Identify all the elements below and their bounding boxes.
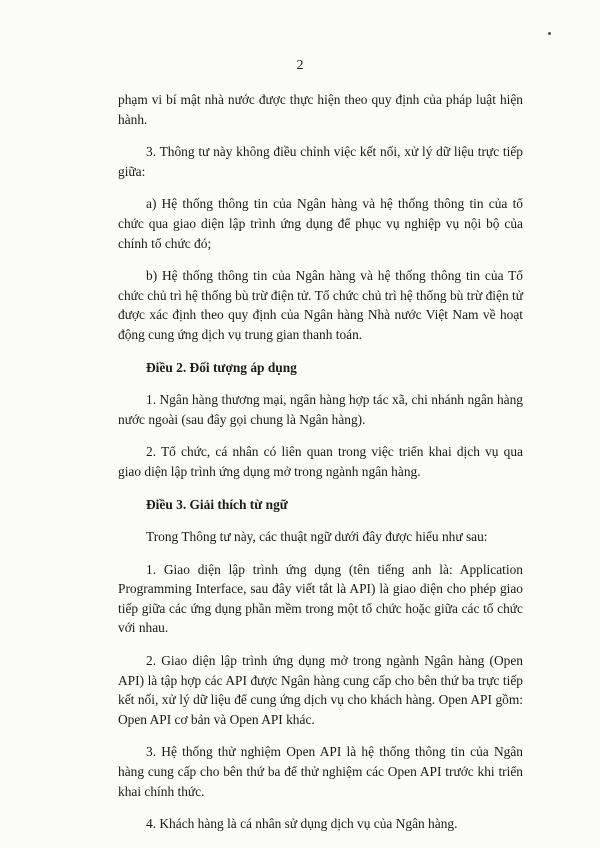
paragraph-clause-3: 3. Thông tư này không điều chỉnh việc kết nối, xử lý dữ liệu trực tiếp giữa: — [118, 144, 523, 179]
scan-speck — [548, 32, 551, 35]
paragraph-article-3-intro: Trong Thông tư này, các thuật ngữ dưới đây được hiểu như sau: — [146, 529, 488, 545]
article-3-heading: Điều 3. Giải thích từ ngữ — [146, 496, 288, 512]
paragraph-article-2-item-1: 1. Ngân hàng thương mại, ngân hàng hợp tác xã, chi nhánh ngân hàng nước ngoài (sau đây gọi chung là Ngân hàng). — [118, 392, 523, 427]
article-2-heading: Điều 2. Đối tượng áp dụng — [146, 359, 297, 375]
document-body — [118, 90, 523, 847]
paragraph-article-2-item-2: 2. Tổ chức, cá nhân có liên quan trong việc triển khai dịch vụ qua giao diện lập trình ứng dụng mở trong ngành ngân hàng. — [118, 444, 523, 479]
page-number: 2 — [296, 58, 304, 73]
paragraph-article-3-item-1: 1. Giao diện lập trình ứng dụng (tên tiếng anh là: Application Programming Interface, sau đây viết tắt là API) là giao diện cho phép giao tiếp giữa các ứng dụng phần mềm trong một tổ chức hoặc giữa các tổ chức với nhau. — [118, 561, 523, 636]
paragraph-article-3-item-3: 3. Hệ thống thử nghiệm Open API là hệ thống thông tin của Ngân hàng cung cấp cho bên thứ ba để thử nghiệm các Open API trước khi triển khai chính thức. — [118, 744, 523, 799]
paragraph-article-3-item-2: 2. Giao diện lập trình ứng dụng mở trong ngành Ngân hàng (Open API) là tập hợp các API được Ngân hàng cung cấp cho bên thứ ba trực tiếp kết nối, xử lý dữ liệu để cung ứng dịch vụ cho khách hàng. Open API gồm: Open API cơ bản và Open API khác. — [118, 653, 523, 727]
paragraph-clause-3a: a) Hệ thống thông tin của Ngân hàng và hệ thống thông tin của tổ chức qua giao diện lập trình ứng dụng để phục vụ nghiệp vụ nội bộ của chính tổ chức đó; — [118, 196, 523, 251]
paragraph-continuation: phạm vi bí mật nhà nước được thực hiện theo quy định của pháp luật hiện hành. — [118, 92, 523, 127]
paragraph-article-3-item-4: 4. Khách hàng là cá nhân sử dụng dịch vụ của Ngân hàng. — [146, 816, 458, 832]
paragraph-clause-3b: b) Hệ thống thông tin của Ngân hàng và hệ thống thông tin của Tổ chức chủ trì hệ thống bù trừ điện tử. Tổ chức chủ trì hệ thống bù trừ điện tử được xác định theo quy định của Ngân hàng Nhà nước Việt Nam về hoạt động cung ứng dịch vụ trung gian thanh toán. — [118, 268, 523, 342]
